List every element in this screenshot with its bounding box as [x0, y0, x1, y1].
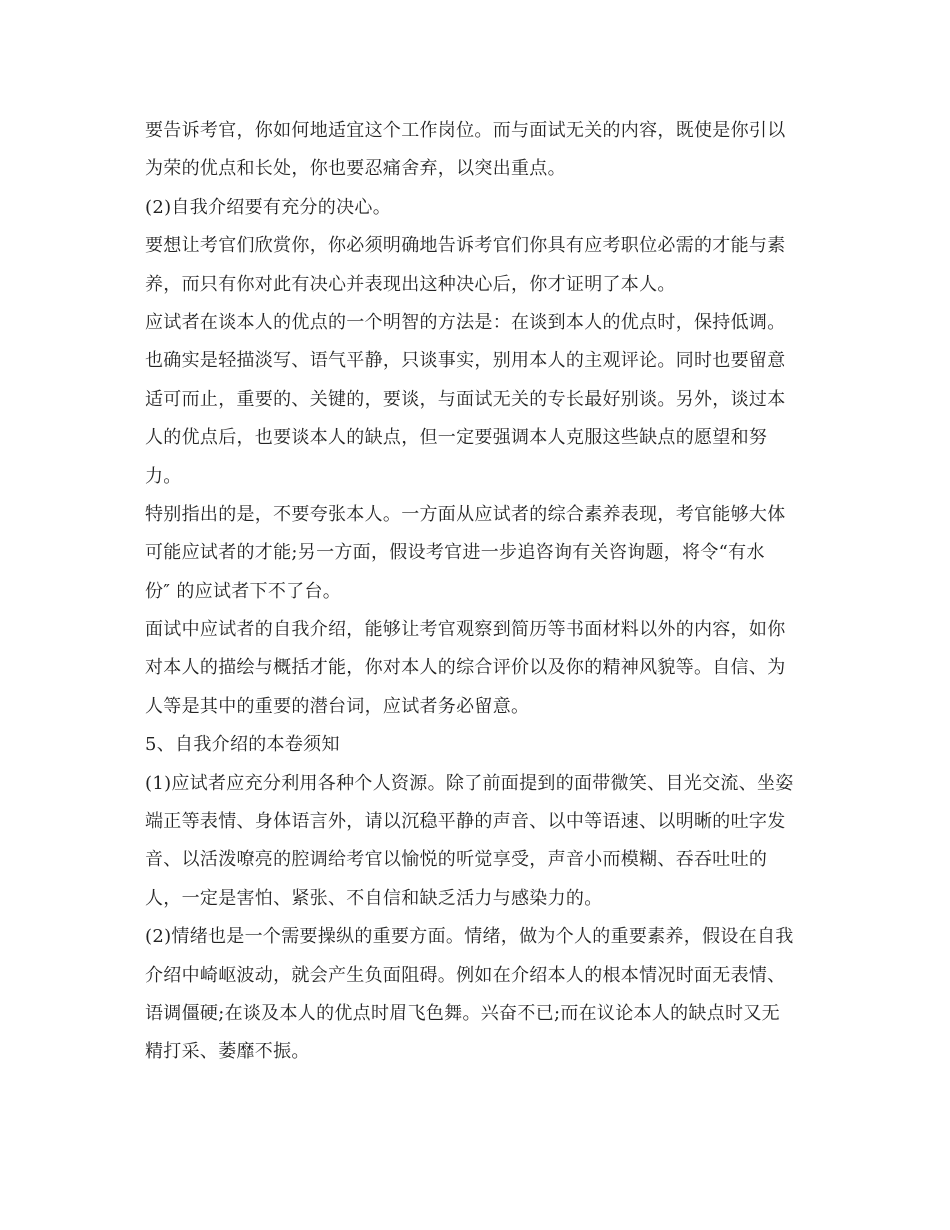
text-line: 人，一定是害怕、紧张、不自信和缺乏活力与感染力的。	[145, 887, 603, 909]
text-line: 介绍中崎岖波动，就会产生负面阻碍。例如在介绍本人的根本情况时面无表情、	[145, 964, 786, 986]
text-line: 对本人的描绘与概括才能，你对本人的综合评价以及你的精神风貌等。自信、为	[145, 657, 786, 679]
text-line: 养，而只有你对此有决心并表现出这种决心后，你才证明了本人。	[145, 273, 676, 295]
text-line: 精打采、萎靡不振。	[145, 1041, 310, 1063]
text-line: 要告诉考官，你如何地适宜这个工作岗位。而与面试无关的内容，既使是你引以	[145, 120, 786, 141]
text-line: 面试中应试者的自我介绍，能够让考官观察到简历等书面材料以外的内容，如你	[145, 619, 786, 641]
text-line: 人等是其中的重要的潜台词，应试者务必留意。	[145, 695, 530, 717]
section-heading: (2)自我介绍要有充分的决心。	[145, 196, 391, 218]
section-heading: 5、自我介绍的本卷须知	[145, 734, 340, 756]
text-line: 力。	[145, 465, 182, 487]
text-line: 适可而止，重要的、关键的，要谈，与面试无关的专长最好别谈。另外，谈过本	[145, 388, 786, 410]
text-line: (1)应试者应充分利用各种个人资源。除了前面提到的面带微笑、目光交流、坐姿	[145, 772, 794, 794]
text-line: 要想让考官们欣赏你，你必须明确地告诉考官们你具有应考职位必需的才能与素	[145, 235, 786, 257]
text-line: 音、以活泼嘹亮的腔调给考官以愉悦的听觉享受，声音小而模糊、吞吞吐吐的	[145, 849, 768, 871]
text-line: 也确实是轻描淡写、语气平静，只谈事实，别用本人的主观评论。同时也要留意	[145, 350, 786, 372]
text-line: 份″ 的应试者下不了台。	[145, 580, 342, 602]
text-line: 人的优点后，也要谈本人的缺点，但一定要强调本人克服这些缺点的愿望和努	[145, 427, 768, 449]
text-line: (2)情绪也是一个需要操纵的重要方面。情绪，做为个人的重要素养，假设在自我	[145, 926, 794, 948]
text-line: 可能应试者的才能;另一方面，假设考官进一步追咨询有关咨询题，将令“有水	[145, 542, 765, 564]
text-line: 为荣的优点和长处，你也要忍痛舍弃，以突出重点。	[145, 158, 566, 180]
text-line: 应试者在谈本人的优点的一个明智的方法是：在谈到本人的优点时，保持低调。	[145, 311, 786, 333]
text-line: 端正等表情、身体语言外，请以沉稳平静的声音、以中等语速、以明晰的吐字发	[145, 811, 786, 833]
text-line: 特别指出的是，不要夸张本人。一方面从应试者的综合素养表现，考官能够大体	[145, 503, 786, 525]
text-line: 语调僵硬;在谈及本人的优点时眉飞色舞。兴奋不已;而在议论本人的缺点时又无	[145, 1002, 780, 1024]
document-body	[145, 112, 825, 1072]
